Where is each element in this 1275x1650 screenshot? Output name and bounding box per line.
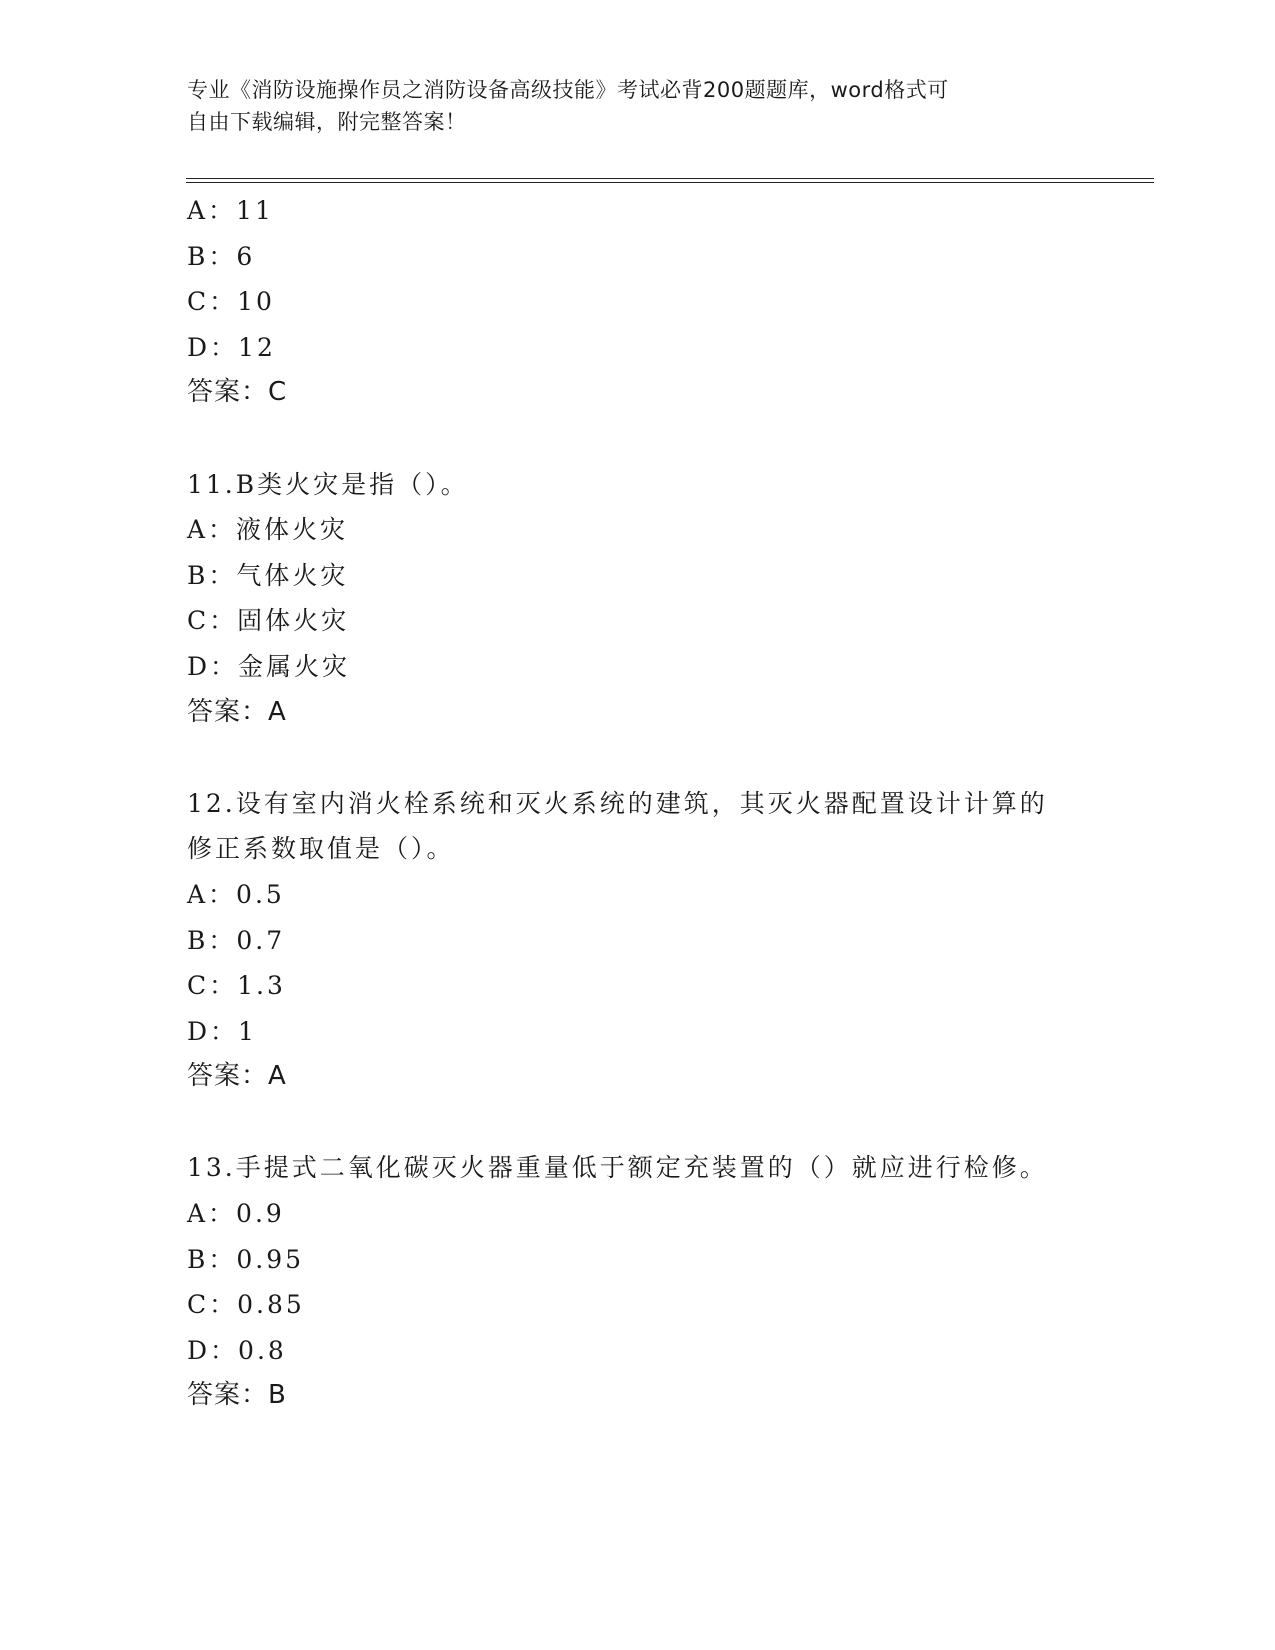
question-spacer bbox=[187, 735, 1087, 781]
question-block-11 bbox=[187, 462, 1087, 736]
header-divider-bottom bbox=[186, 182, 1154, 183]
question-spacer bbox=[187, 1100, 1087, 1146]
option-c: C：固体火灾 bbox=[187, 606, 350, 636]
prev-question-block bbox=[187, 188, 1087, 416]
option-d: D：金属火灾 bbox=[187, 651, 351, 681]
option-d: D：0.8 bbox=[187, 1335, 287, 1365]
option-b: B：0.95 bbox=[187, 1244, 305, 1274]
option-a: A：0.5 bbox=[187, 879, 285, 909]
answer-label: 答案：C bbox=[187, 377, 288, 408]
question-block-12 bbox=[187, 781, 1087, 1100]
question-list bbox=[187, 188, 1087, 1419]
answer-label: 答案：A bbox=[187, 1061, 287, 1092]
option-b: B：6 bbox=[187, 241, 256, 271]
option-c: C：1.3 bbox=[187, 971, 286, 1001]
option-a: A：液体火灾 bbox=[187, 515, 349, 545]
header-line-1: 专业《消防设施操作员之消防设备高级技能》考试必背200题题库，word格式可 bbox=[187, 78, 949, 102]
question-stem-continued: 修正系数取值是（）。 bbox=[187, 834, 455, 864]
option-d: D：12 bbox=[187, 332, 276, 362]
question-block-13 bbox=[187, 1145, 1087, 1419]
option-c: C：0.85 bbox=[187, 1290, 305, 1320]
question-stem: 11.B类火灾是指（）。 bbox=[187, 469, 469, 499]
option-c: C：10 bbox=[187, 287, 275, 317]
answer-label: 答案：B bbox=[187, 1380, 287, 1411]
header-line-2: 自由下载编辑，附完整答案！ bbox=[187, 110, 467, 134]
answer-label: 答案：A bbox=[187, 696, 287, 727]
header-divider-top bbox=[186, 178, 1154, 179]
option-b: B：0.7 bbox=[187, 925, 286, 955]
option-d: D：1 bbox=[187, 1016, 257, 1046]
question-stem: 13.手提式二氧化碳灭火器重量低于额定充装置的（）就应进行检修。 bbox=[187, 1153, 1048, 1183]
question-stem: 12.设有室内消火栓系统和灭火系统的建筑，其灭火器配置设计计算的 bbox=[187, 788, 1048, 818]
option-a: A：0.9 bbox=[187, 1199, 285, 1229]
option-a: A：11 bbox=[187, 196, 274, 225]
question-spacer bbox=[187, 416, 1087, 462]
option-b: B：气体火灾 bbox=[187, 560, 349, 590]
document-header bbox=[187, 74, 1067, 138]
